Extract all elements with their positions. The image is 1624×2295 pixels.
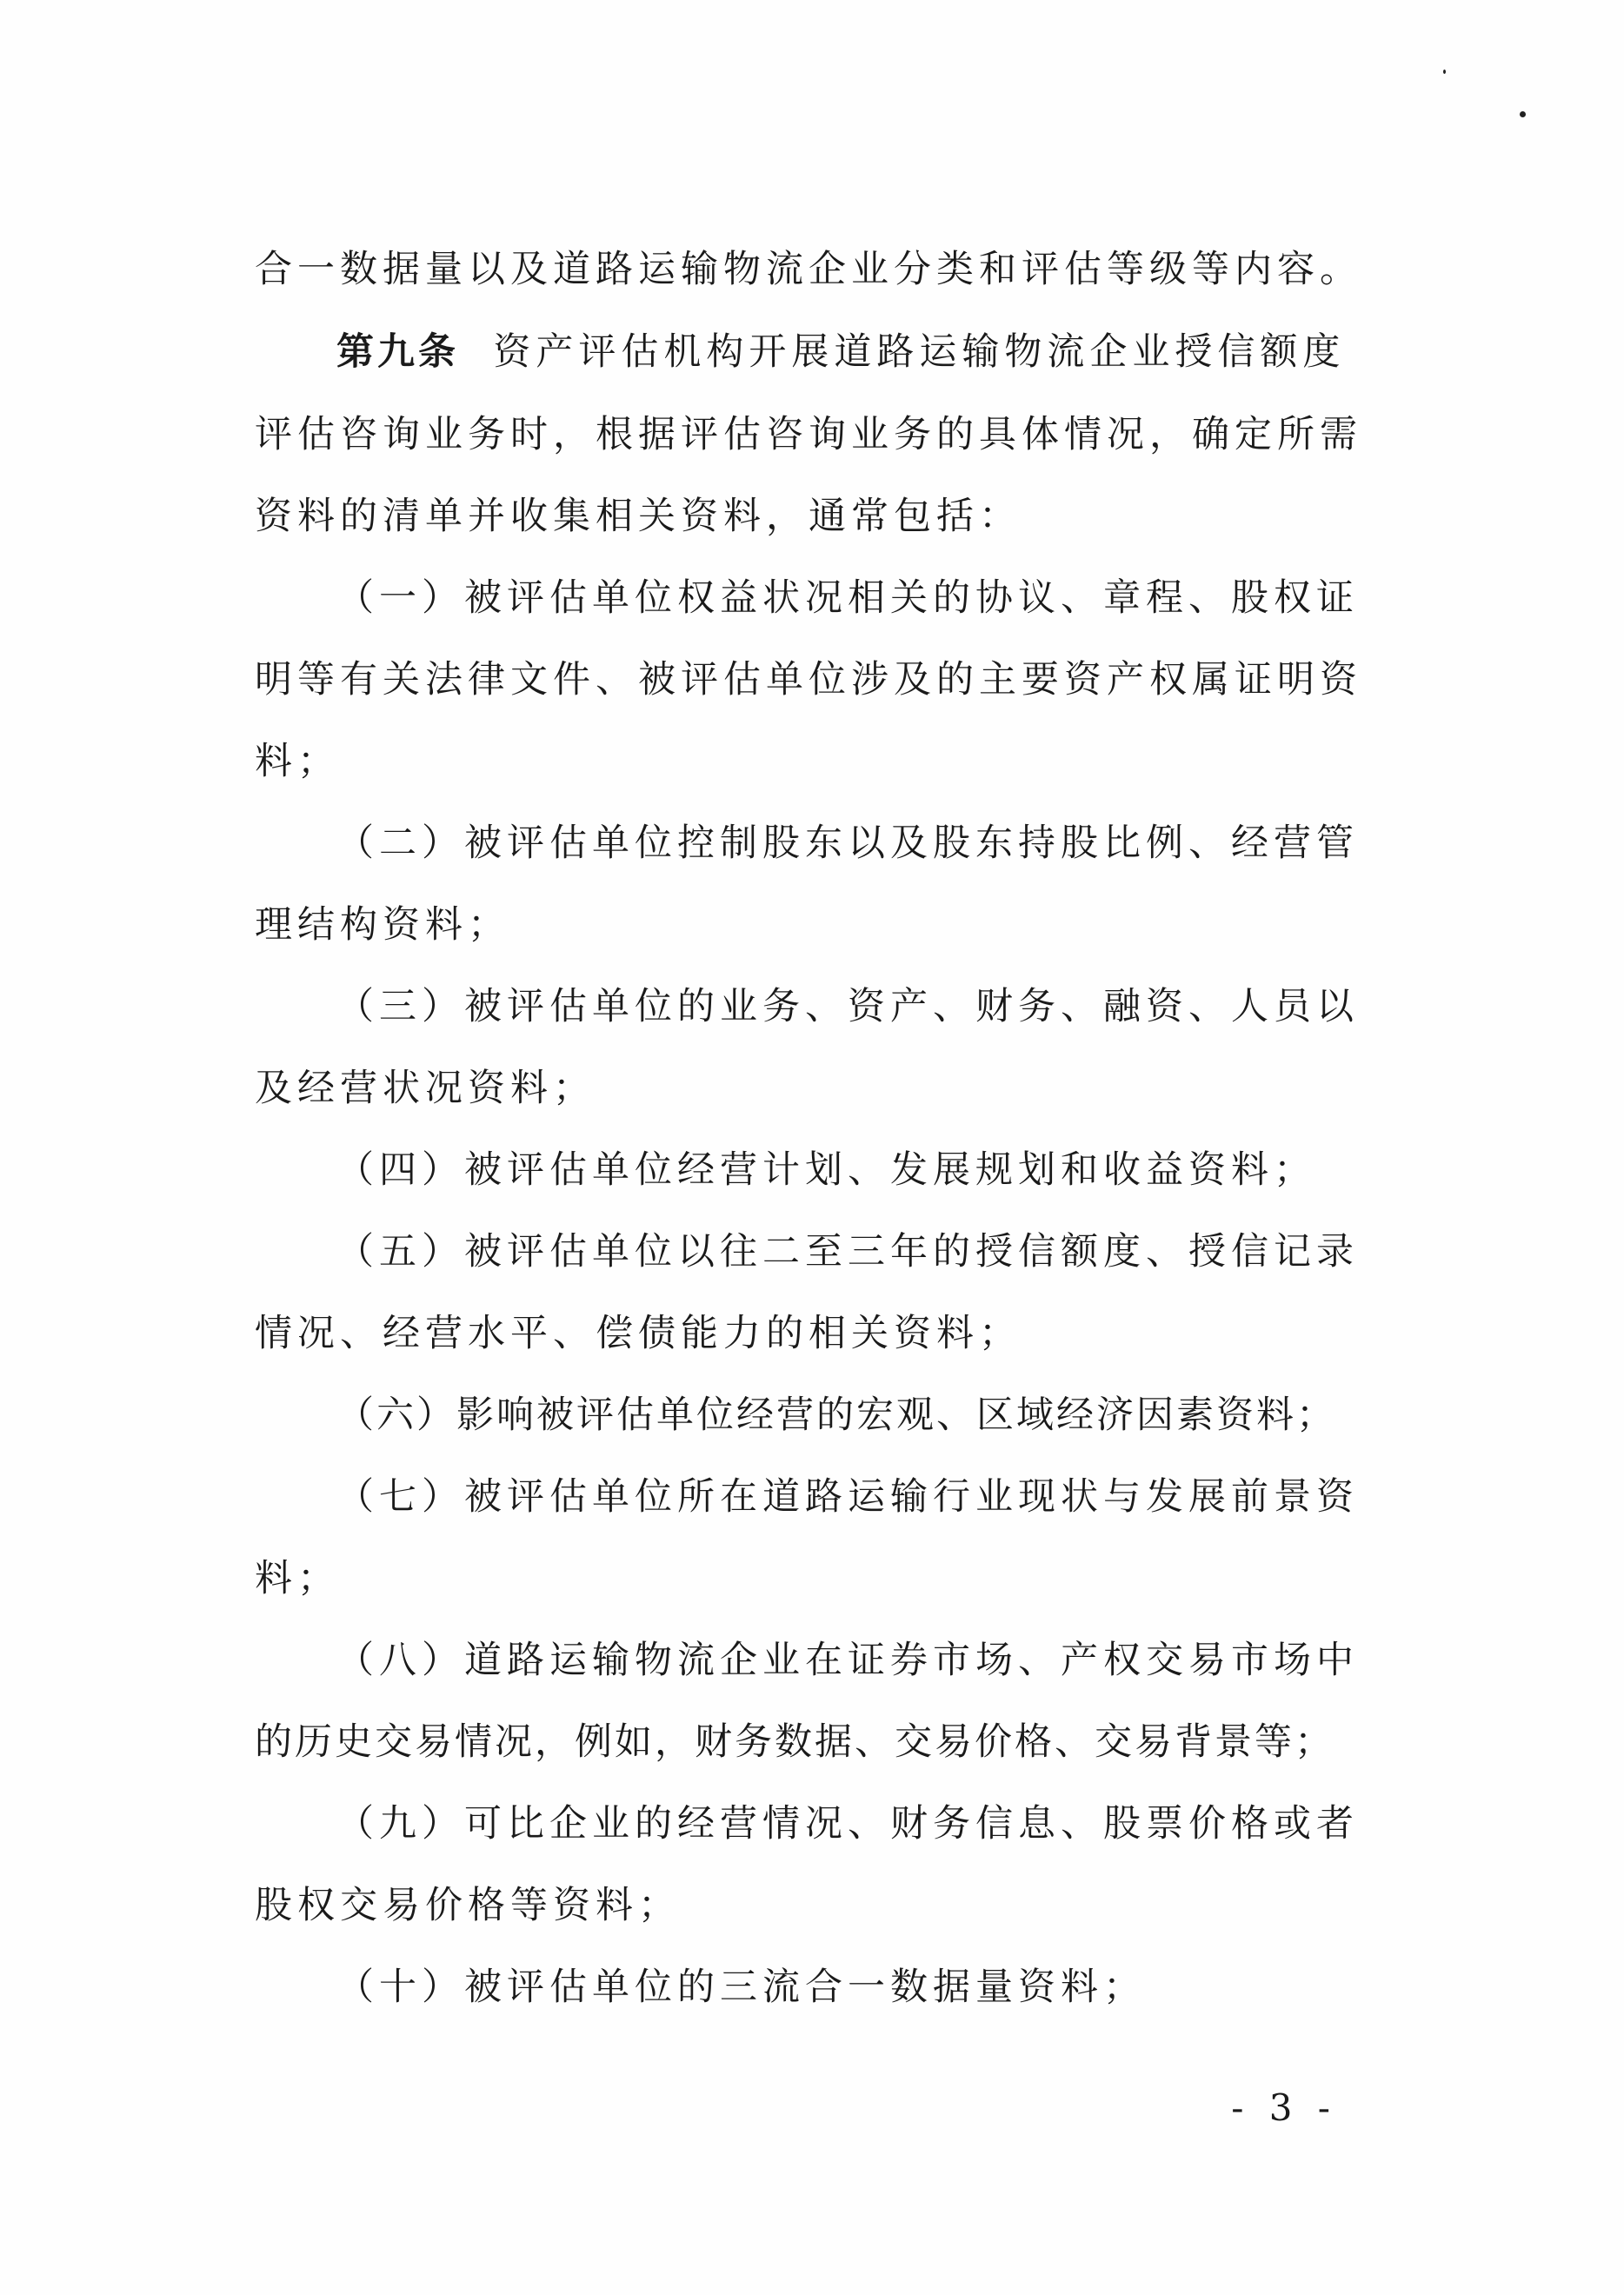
line-text: 的历史交易情况，例如，财务数据、交易价格、交易背景等；: [255, 1720, 1334, 1764]
list-item-line: [336, 1144, 1316, 1196]
line-text: 情况、经营水平、偿债能力的相关资料；: [255, 1312, 1022, 1355]
article-heading: 第九条: [336, 330, 459, 374]
line-text: （八）道路运输物流企业在证券市场、产权交易市场中: [336, 1639, 1359, 1682]
line-text: 明等有关法律文件、被评估单位涉及的主要资产权属证明资: [255, 658, 1362, 702]
line-text: （七）被评估单位所在道路运输行业现状与发展前景资: [336, 1475, 1359, 1519]
list-item-line: [336, 1226, 1359, 1278]
line-text: 评估咨询业务时，根据评估咨询业务的具体情况，确定所需: [255, 413, 1362, 456]
list-item-line: [336, 1961, 1146, 2013]
scan-speck: [1443, 70, 1446, 74]
line-text: （六）影响被评估单位经营的宏观、区域经济因素资料；: [336, 1394, 1336, 1437]
text-line: [255, 1716, 1334, 1768]
list-item-line: [336, 817, 1359, 869]
text-line: [255, 1879, 681, 1932]
line-text: 股权交易价格等资料；: [255, 1884, 681, 1927]
line-text: （二）被评估单位控制股东以及股东持股比例、经营管: [336, 822, 1359, 865]
list-item-line: [336, 572, 1359, 624]
page-number: - 3 -: [1231, 2086, 1337, 2129]
line-text: （九）可比企业的经营情况、财务信息、股票价格或者: [336, 1802, 1359, 1846]
text-line: [255, 243, 1362, 296]
line-text: 资产评估机构开展道路运输物流企业授信额度: [493, 330, 1346, 374]
list-item-line: [336, 1389, 1336, 1441]
line-text: （五）被评估单位以往二至三年的授信额度、授信记录: [336, 1230, 1359, 1274]
list-item-line: [336, 1634, 1359, 1686]
text-line: [255, 409, 1362, 461]
list-item-line: [336, 981, 1359, 1033]
line-text: （十）被评估单位的三流合一数据量资料；: [336, 1966, 1146, 2009]
line-text: 及经营状况资料；: [255, 1067, 596, 1110]
line-text: 料；: [255, 1557, 340, 1600]
text-line: [255, 1553, 340, 1605]
scan-speck: [1520, 111, 1526, 117]
text-line: [255, 654, 1362, 706]
text-line: [255, 899, 510, 951]
text-line: [255, 735, 340, 788]
line-text: （三）被评估单位的业务、资产、财务、融资、人员以: [336, 985, 1359, 1028]
line-text: 资料的清单并收集相关资料，通常包括：: [255, 495, 1022, 538]
line-text: 料；: [255, 740, 340, 783]
article-heading-line: [336, 326, 1345, 378]
line-text: （四）被评估单位经营计划、发展规划和收益资料；: [336, 1148, 1316, 1192]
line-text: （一）被评估单位权益状况相关的协议、章程、股权证: [336, 576, 1359, 620]
text-line: [255, 490, 1022, 542]
text-line: [255, 1307, 1022, 1360]
line-text: 理结构资料；: [255, 903, 510, 947]
text-line: [255, 1062, 596, 1114]
list-item-line: [336, 1471, 1359, 1523]
line-text: 合一数据量以及道路运输物流企业分类和评估等级等内容。: [255, 248, 1362, 291]
list-item-line: [336, 1798, 1359, 1850]
